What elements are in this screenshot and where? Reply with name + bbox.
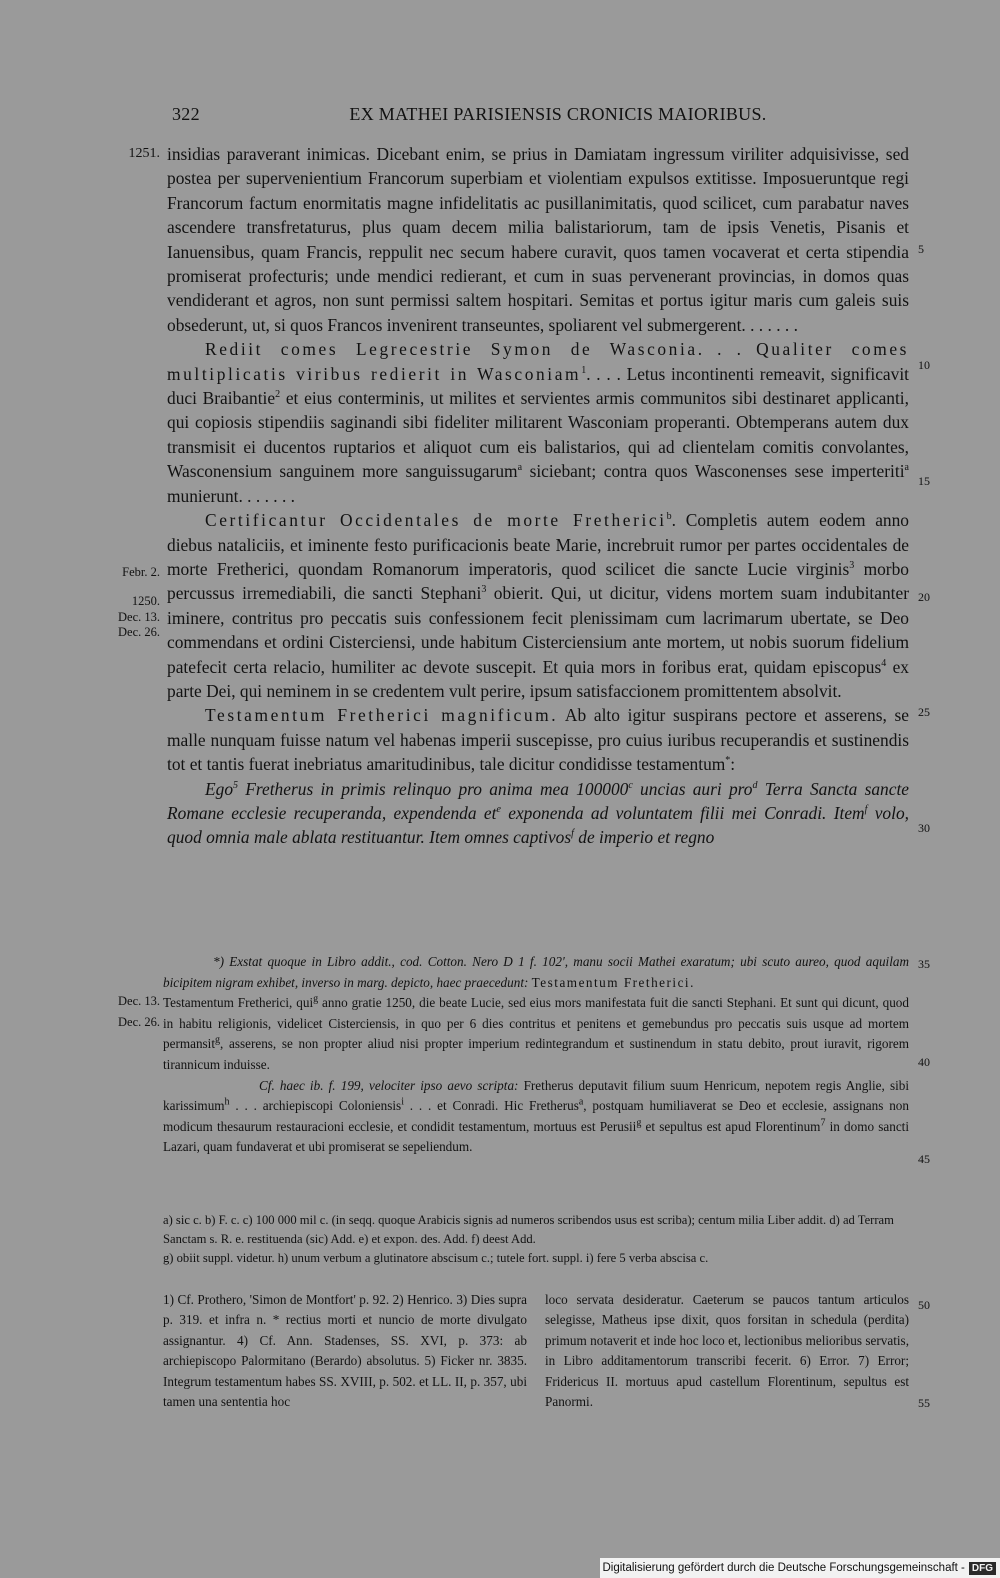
paragraph: Certificantur Occidentales de morte Fretherici$^b$. Completis autem eodem anno diebus nataliciis, et iminente festo purificacionis beate Marie, increbruit rumor per partes occidentales de morte Fretherici, quondam Romanorum imperatoris, quod scilicet die sancte Lucie virginis$^3$ morbo percussus irremediabili, die sancti Stephani$^3$ obierit. Qui, ut dicitur, videns mortem suam indubitanter iminere, contritus pro peccatis suis confessionem fecit plenissimam cum lacrimarum ubertate, se Deo commendans et ordini Cisterciensi, unde habitum Cisterciensium ante mortem, ut nobis suorum fidelium patefecit certa relacio, humiliter ac devote suscepit. Et quia mors in foribus erat, quidam episcopus$^4$ ex parte Dei, qui neminem in se credentem vult perire, ipsum satisfaccionem promittentem absolvit.: [167, 510, 909, 701]
page-header: [166, 104, 910, 132]
line-number: 25: [918, 705, 930, 719]
line-number: 30: [918, 821, 930, 835]
line-number: 55: [918, 1396, 930, 1410]
paragraph: Testamentum Fretherici magnificum. Ab alto igitur suspirans pectore et asserens, se malle nunquam fuisse natum vel habenas imperii suscepisse, pro cuius iuribus recuperandis et sustinendis tot et tantis fuerat inebriatus amaritudinibus, tale dicitur condidisse testamentum*:: [167, 705, 909, 775]
endnotes: [163, 1290, 909, 1412]
section-heading: Rediit comes Legrecestrie Symon de Wasconia: [205, 339, 698, 360]
testament-text: Ego$^5$ Fretherus in primis relinquo pro anima mea 100000$^c$ uncias auri pro$^d$ Terra Sancta sancte Romane ecclesie recuperanda, expendenda $et^e$ exponenda ad voluntatem filii mei Conradi. Item$^f$ volo, quod omnia male ablata restituantur. Item omnes captivos$^f$ de imperio et regno: [167, 778, 910, 848]
paragraph: insidias paraverant inimicas. Dicebant enim, se prius in Damiatam ingressum viriliter adquisivisse, sed postea per supervenientium Francorum superbiam et violentiam expulsos extitisse. Imposueruntque regi Francorum factum enormitatis magne infidelitatis ac pusillanimitatis, quod scilicet, cum parabatur naves ascendere transfretaturus, plus quam decem milia balistariorum, tam de ipsis Venetis, Pisanis et Ianuensibus, quam Francis, reppulit nec secum habere curavit, quos tamen vocaverat et certa stipendia promiserat profecturis; unde mendici redierant, et cum in suas pervenerant provincias, in domos quas vendiderant et agros, non sunt permissi saltem hospitari. Semitas et portus igitur maris cum galeis suis obsederunt, ut, si quos Francos invenirent transeuntes, spoliarent vel submergerent. . . . . . .: [167, 144, 909, 335]
line-number: 15: [918, 474, 930, 488]
page-number: 322: [172, 104, 200, 124]
critical-apparatus: [163, 1211, 909, 1268]
running-title: EX MATHEI PARISIENSIS CRONICIS MAIORIBUS.: [349, 104, 767, 124]
line-number: 40: [918, 1055, 930, 1069]
margin-date-fn-dec26: Dec. 26.: [118, 1015, 160, 1029]
apparatus-line: g) obiit suppl. videtur. h) unum verbum a glutinatore abscisum c.; tutele fort. suppl. i) fere 5 verba abscisa c.: [163, 1251, 709, 1265]
line-number: 20: [918, 590, 930, 604]
dfg-logo: DFG: [969, 1562, 996, 1575]
notes-right-column: loco servata desideratur. Caeterum se paucos tantum articulos selegisse, Matheus ipse dixit, quos forsitan in schedula (perdita) primum notaverit et inde hoc loco et, lectionibus melioribus servatis, in Libro additamentorum transcribi fecerit. 6) Error. 7) Error; Fridericus II. mortuus apud castellum Florentinum, sepultus est Panormi.: [545, 1292, 909, 1410]
notes-left-column: 1) Cf. Prothero, 'Simon de Montfort' p. 92. 2) Henrico. 3) Dies supra p. 319. et infra n. * rectius morti et nuncio de morte divulgato assignantur. 4) Cf. Ann. Stadenses, SS. XVI, p. 373: ab archiepiscopo Palormitano (Berardo) absolutus. 5) Ficker nr. 3835. Integrum testamentum habes SS. XVIII, p. 502. et LL. II, p. 357, ubi tamen una sententia hoc: [163, 1292, 527, 1410]
margin-year-1251: 1251.: [128, 146, 160, 161]
margin-date-fn-dec13: Dec. 13.: [118, 994, 160, 1008]
line-number: 5: [918, 242, 924, 256]
line-number: 35: [918, 957, 930, 971]
section-heading: Testamentum Fretherici magnificum.: [205, 705, 559, 726]
section-heading: Qualiter comes multiplicatis viribus redierit in Wasconiam: [167, 339, 910, 384]
margin-date-febr2: Febr. 2.: [122, 565, 160, 579]
section-heading: Certificantur Occidentales de morte Fretherici: [205, 510, 667, 531]
line-number: 10: [918, 358, 930, 372]
footnote-star: *) Exstat quoque in Libro addit., cod. Cotton. Nero D 1 f. 102', manu socii Mathei exaratum; ubi scuto aureo, quod aquilam bicipitem nigram exhibet, inverso in marg. depicto, haec praecedunt: Testamentum Fretherici. Testamentum Fretherici, qui$^g$ anno gratie 1250, die beate Lucie, sed eius mors manifestata fuit die sancti Stephani. Et sunt qui dicunt, quod in habitu religionis, videlicet Cisterciensis, in quo per 6 dies contritus et penitens et gemebundus pro peccatis suis usque ad mortem permansit$^g$, asserens, se non propter aliud nisi propter imperium redintegrandum et sustinendum in statu debito, prout iuravit, rigorem tirannicum induisse. Cf. haec ib. f. 199, velociter ipso aevo scripta: Fretherus deputavit filium suum Henricum, nepotem regis Anglie, sibi karissimum$^h$ . . . archiepiscopi Coloniensis$^i$ . . . et Conradi. Hic Fretherus$^a$, postquam humiliaverat se Deo et ecclesie, assignans non modicum thesaurum restauracioni ecclesie, et condidit testamentum, mortuus est Perusii$^g$ et sepultus est apud Florentinum$^7$ in domo sancti Lazari, quam fundaverat et ubi promiserat se sepeliendum.: [163, 954, 910, 1155]
line-number: 50: [918, 1298, 930, 1312]
margin-year-1250: 1250.: [131, 594, 160, 608]
margin-date-dec26: Dec. 26.: [118, 625, 160, 639]
line-number: 45: [918, 1152, 930, 1166]
paragraph: Rediit comes Legrecestrie Symon de Wasconia. . . Qualiter comes multiplicatis viribus redierit in Wasconiam$^1$. . . . Letus incontinenti remeavit, significavit duci Braibantie$^2$ et eius conterminis, ut milites et servientes armis communitos sibi destinaret applicanti, qui copiosis stipendiis saginandi sibi fideliter militarent Wasconiam properanti. Obtemperans autem dux transmisit ei ducentos ruptarios et aliquot cum eis balistarios, qui ad clientelam comitis convolantes, Wasconensium sanguinem more sanguissugarum$^a$ siciebant; contra quos Wasconenses sese imperteriti$^a$ munierunt. . . . . . .: [167, 339, 910, 506]
margin-date-dec13: Dec. 13.: [118, 610, 160, 624]
main-text: [167, 142, 909, 850]
apparatus-line: a) sic c. b) F. c. c) 100 000 mil c. (in seqq. quoque Arabicis signis ad numeros scribendos usus est scriba); centum milia Liber addit. d) ad Terram Sanctam s. R. e. restituenda (sic) Add. e) et expon. des. Add. f) deest Add.: [163, 1213, 894, 1246]
dfg-footer-text: Digitalisierung gefördert durch die Deutsche Forschungsgemeinschaft -: [602, 1562, 965, 1574]
dfg-footer: [600, 1558, 1000, 1578]
